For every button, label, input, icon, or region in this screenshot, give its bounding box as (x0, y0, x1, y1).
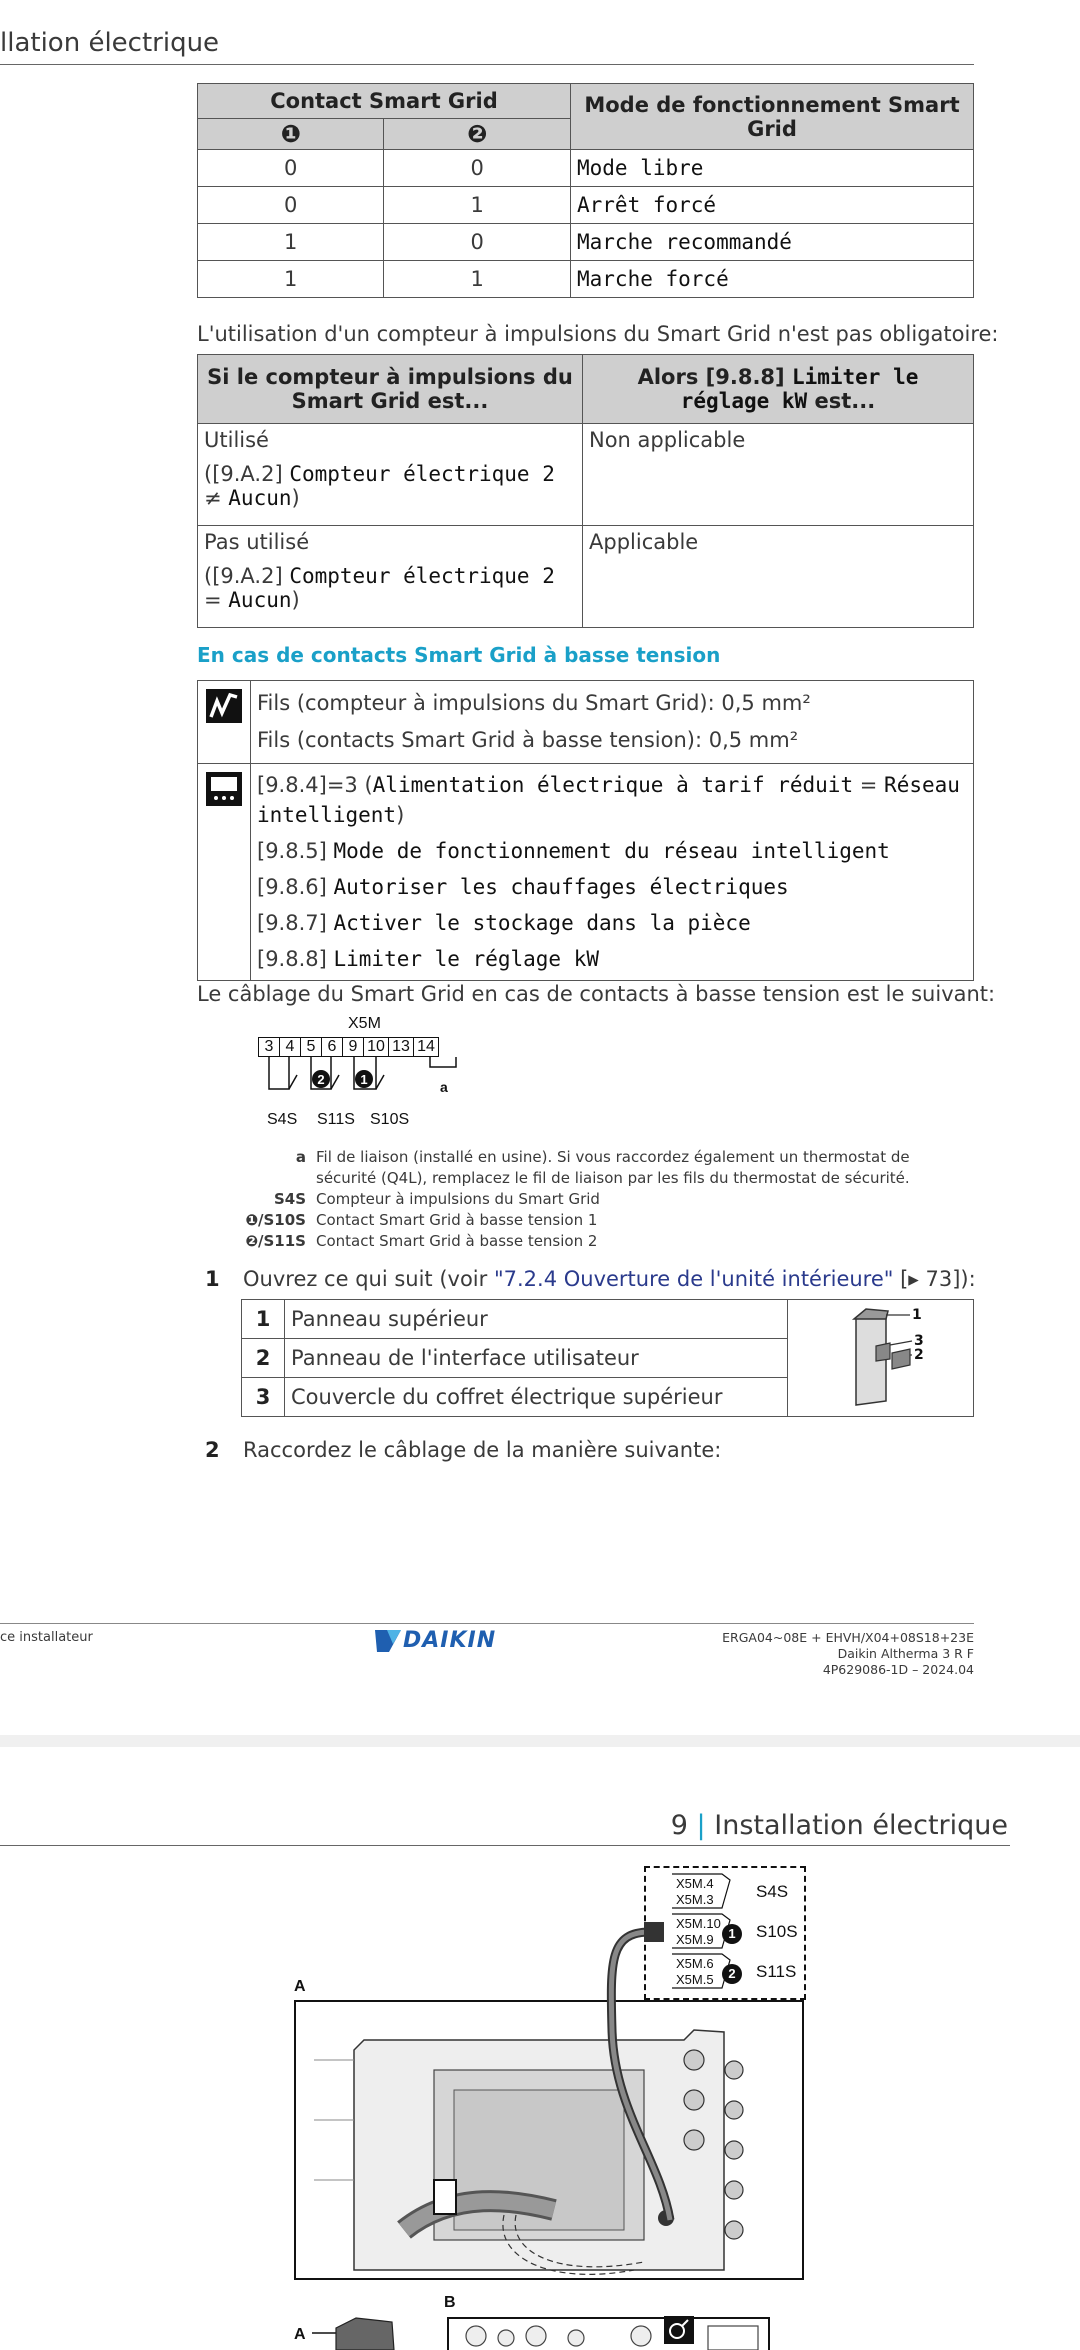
close: ) (291, 588, 300, 612)
svg-text:2: 2 (913, 1346, 924, 1363)
bridge-label: a (440, 1079, 448, 1095)
ref: ([9.A.2] (204, 462, 290, 486)
wire-icon (206, 689, 242, 723)
name: Autoriser les chauffages électriques (333, 875, 789, 899)
legend-row (240, 1169, 980, 1190)
intro-text: L'utilisation d'un compteur à impulsions du Smart Grid n'est pas obligatoire: (197, 322, 999, 346)
indoor-unit-icon (826, 1301, 936, 1411)
counter-header-2 (583, 355, 974, 424)
cell (251, 764, 974, 981)
wire-spec: Fils (compteur à impulsions du Smart Grid): 0,5 mm² (257, 691, 811, 715)
figure-label-b: B (444, 2294, 456, 2311)
counter-header-2a: Alors [9.8.8] (637, 365, 792, 389)
step-2 (205, 1438, 721, 1462)
terminal: 6 (322, 1038, 343, 1056)
footer-product: Daikin Altherma 3 R F (837, 1646, 974, 1661)
cell (198, 424, 583, 526)
code: [9.8.6] (257, 875, 334, 899)
legend-key (240, 1169, 306, 1190)
name: Mode de fonctionnement du réseau intelligent (333, 839, 890, 863)
header-rule (0, 1845, 1010, 1846)
header-separator: | (696, 1810, 706, 1841)
table-row (198, 261, 974, 298)
val: Aucun (228, 486, 292, 510)
terminal-label: X5M (348, 1015, 381, 1032)
step-text: Ouvrez ce qui suit (voir (243, 1267, 494, 1291)
cell: Non applicable (583, 424, 974, 526)
callout-switch: S11S (756, 1962, 797, 1981)
counter-table (197, 354, 974, 628)
callout-switch: S10S (756, 1922, 798, 1941)
cell: 1 (198, 261, 384, 298)
cell: 0 (384, 150, 571, 187)
ref: ([9.A.2] (204, 564, 290, 588)
terminal-strip (258, 1037, 439, 1057)
contact-1-marker: 1 (722, 1924, 742, 1944)
step-1 (205, 1267, 976, 1291)
legend-key: ❶/S10S (245, 1211, 306, 1229)
cell: 1 (384, 261, 571, 298)
setting-row (257, 908, 967, 938)
page-header (671, 1810, 1008, 1841)
state-label: Utilisé (204, 428, 269, 452)
setting-row (257, 770, 967, 830)
page-number: 9 (670, 1810, 688, 1841)
legend-text: Compteur à impulsions du Smart Grid (316, 1190, 600, 1208)
code: [9.8.4]=3 ( (257, 773, 373, 797)
setting: Compteur électrique 2 (289, 462, 555, 486)
lowvolt-heading: En cas de contacts Smart Grid à basse tension (197, 643, 721, 667)
setting: Compteur électrique 2 (289, 564, 555, 588)
counter-header-1: Si le compteur à impulsions du Smart Grid est... (198, 355, 583, 424)
contact-1-header: ❶ (198, 119, 384, 150)
cell: Applicable (583, 526, 974, 628)
cell: Marche forcé (571, 261, 974, 298)
page-gap (0, 1735, 1080, 1747)
legend-text: sécurité (Q4L), remplacez le fil de liaison par les fils du thermostat de sécurité. (316, 1169, 910, 1187)
code: [9.8.7] (257, 911, 334, 935)
end: ) (396, 803, 405, 827)
legend-text: Fil de liaison (installé en usine). Si vous raccordez également un thermostat de (316, 1148, 910, 1166)
op: ≠ (204, 486, 229, 510)
legend-text: Contact Smart Grid à basse tension 2 (316, 1232, 598, 1250)
footer-rule (0, 1623, 974, 1624)
legend-row (240, 1148, 980, 1169)
cell (198, 764, 251, 981)
terminal: 10 (364, 1038, 389, 1056)
counter-header-2c: est... (807, 389, 876, 413)
cell: Arrêt forcé (571, 187, 974, 224)
cell: 2 (242, 1339, 285, 1378)
terminal: 9 (343, 1038, 364, 1056)
cell: Mode libre (571, 150, 974, 187)
cell (198, 526, 583, 628)
mode-table (197, 83, 974, 298)
terminal: 4 (280, 1038, 301, 1056)
table-row (198, 526, 974, 628)
contact-group-header: Contact Smart Grid (198, 84, 571, 119)
cell: Panneau supérieur (285, 1300, 788, 1339)
state-setting (204, 462, 576, 510)
cell: Panneau de l'interface utilisateur (285, 1339, 788, 1378)
extra2: Réseau intelligent (257, 773, 960, 827)
cell: 0 (198, 150, 384, 187)
callout-terminal: X5M.10 (676, 1916, 721, 1931)
contact-2-header: ❷ (384, 119, 571, 150)
footer-model: ERGA04~08E + EHVH/X04+08S18+23E (722, 1630, 974, 1645)
op: = (204, 588, 229, 612)
spec-table (197, 680, 974, 981)
cell: 1 (242, 1300, 285, 1339)
switch-label: S11S (317, 1111, 355, 1128)
callout-terminal: X5M.5 (676, 1972, 714, 1987)
terminal-diagram (255, 1015, 495, 1135)
indoor-unit-wiring-illustration (294, 2000, 804, 2280)
callout-terminal: X5M.9 (676, 1932, 714, 1947)
svg-text:1: 1 (911, 1306, 922, 1323)
switch-label: S10S (370, 1111, 410, 1128)
table-row (198, 424, 974, 526)
section-title: Installation électrique (714, 1810, 1008, 1841)
indoor-unit-small-illustration (312, 2316, 402, 2350)
footer-doc: 4P629086-1D – 2024.04 (822, 1662, 974, 1677)
terminal-wiring (255, 1057, 495, 1112)
svg-text:1: 1 (360, 1072, 368, 1087)
setting-row (257, 944, 967, 974)
daikin-logo-icon (375, 1630, 401, 1652)
legend-row (240, 1232, 980, 1253)
extra: = (853, 773, 885, 797)
code: [9.8.8] (257, 947, 334, 971)
signal-cable (600, 1910, 680, 2230)
cell: Marche recommandé (571, 224, 974, 261)
legend-key: a (295, 1148, 306, 1166)
page-ref: [▸ 73]): (893, 1267, 976, 1291)
counter-header-2b: Limiter le réglage kW (680, 365, 919, 413)
panels-table (241, 1299, 974, 1417)
step-text: Raccordez le câblage de la manière suivante: (243, 1438, 722, 1462)
figure-label-a-bottom: A (294, 2326, 306, 2343)
footer-left: ce installateur (0, 1630, 93, 1645)
cell: Couvercle du coffret électrique supérieur (285, 1378, 788, 1417)
table-row (198, 150, 974, 187)
user-interface-icon (206, 772, 242, 806)
svg-text:3: 3 (913, 1332, 924, 1349)
contact-2-marker: 2 (722, 1964, 742, 1984)
terminal: 14 (417, 1038, 435, 1055)
setting-row (257, 872, 967, 902)
terminal: 3 (259, 1038, 280, 1056)
cell: 1 (198, 224, 384, 261)
callout-switch: S4S (756, 1882, 789, 1901)
switch-label: S4S (267, 1111, 298, 1128)
table-row (198, 187, 974, 224)
table-row (242, 1300, 974, 1339)
cell (198, 681, 251, 764)
cell: 0 (198, 187, 384, 224)
cell (251, 681, 974, 764)
name: Limiter le réglage kW (333, 947, 600, 971)
top-title: llation électrique (0, 28, 220, 58)
step-number: 2 (205, 1438, 220, 1462)
terminal: 13 (389, 1038, 414, 1056)
name: Activer le stockage dans la pièce (333, 911, 751, 935)
table-row (198, 224, 974, 261)
step-number: 1 (205, 1267, 220, 1291)
callout-terminal: X5M.4 (676, 1876, 714, 1891)
state-label: Pas utilisé (204, 530, 310, 554)
mode-header: Mode de fonctionnement Smart Grid (571, 84, 974, 150)
name: Alimentation électrique à tarif réduit (372, 773, 854, 797)
top-rule (0, 64, 974, 65)
section-link[interactable]: "7.2.4 Ouverture de l'unité intérieure" (493, 1267, 894, 1291)
figure-label-a: A (294, 1978, 306, 1995)
val: Aucun (228, 588, 292, 612)
brand-name: DAIKIN (403, 1628, 497, 1653)
close: ) (291, 486, 300, 510)
legend-row (240, 1190, 980, 1211)
brand-logo (375, 1628, 496, 1653)
svg-text:2: 2 (317, 1072, 325, 1087)
callout-brackets (672, 1868, 772, 1998)
legend-row (240, 1211, 980, 1232)
cell: 0 (384, 224, 571, 261)
panel-figure-cell (788, 1300, 974, 1417)
legend-key: ❷/S11S (245, 1232, 306, 1250)
legend (240, 1148, 980, 1253)
control-box-illustration (446, 2316, 771, 2350)
cell: 3 (242, 1378, 285, 1417)
wire-spec: Fils (contacts Smart Grid à basse tension): 0,5 mm² (257, 728, 799, 752)
terminal: 5 (301, 1038, 322, 1056)
legend-key: S4S (273, 1190, 306, 1208)
callout-terminal: X5M.3 (676, 1892, 714, 1907)
legend-text: Contact Smart Grid à basse tension 1 (316, 1211, 598, 1229)
setting-row (257, 836, 967, 866)
footer-right (722, 1630, 974, 1678)
callout-terminal: X5M.6 (676, 1956, 714, 1971)
state-setting (204, 564, 576, 612)
wiring-text: Le câblage du Smart Grid en cas de contacts à basse tension est le suivant: (197, 982, 996, 1006)
cell: 1 (384, 187, 571, 224)
code: [9.8.5] (257, 839, 334, 863)
